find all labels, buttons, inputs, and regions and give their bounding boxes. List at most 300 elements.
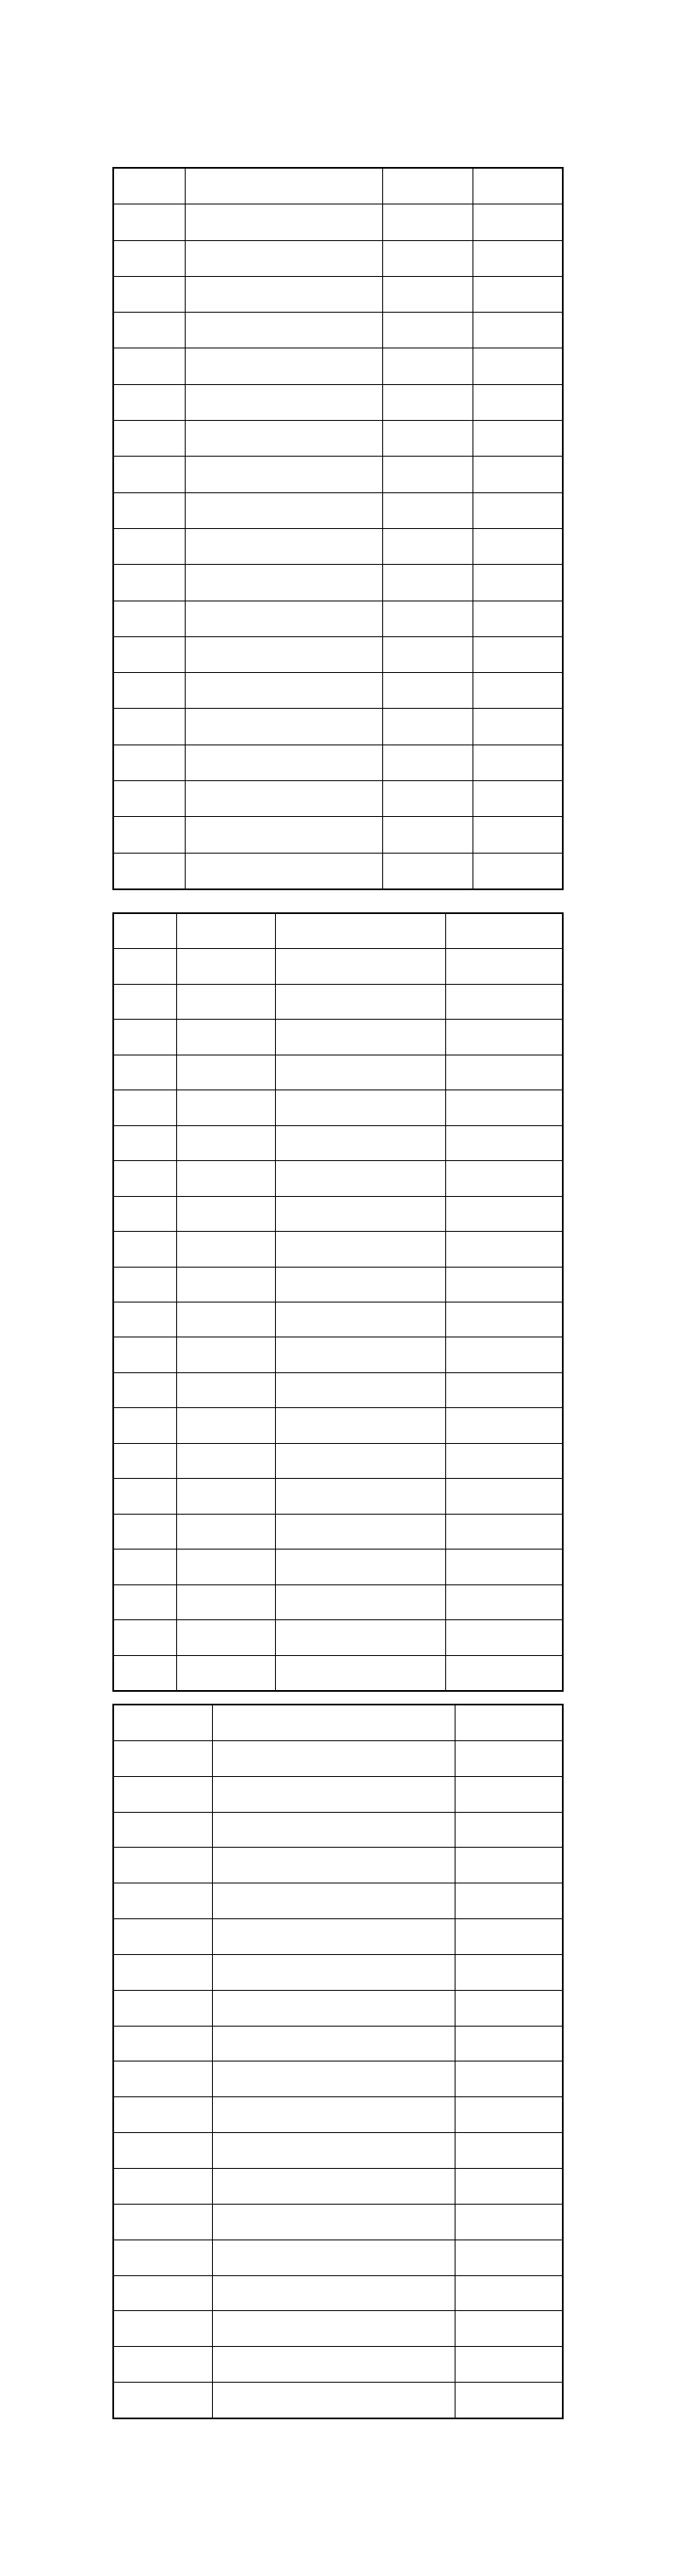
table-cell (176, 1090, 275, 1125)
table-cell (114, 1705, 213, 1741)
table-cell (445, 1479, 562, 1514)
table-cell (473, 781, 562, 817)
table-cell (212, 2347, 455, 2383)
table-row (114, 2347, 563, 2383)
table-row (114, 1408, 563, 1443)
table-cell (383, 673, 473, 709)
table-row (114, 2133, 563, 2169)
table-cell (455, 1776, 562, 1812)
table-cell (383, 240, 473, 276)
table-cell (275, 949, 445, 984)
table-cell (114, 2168, 213, 2204)
table-cell (114, 673, 186, 709)
table-cell (275, 1443, 445, 1478)
table-cell (176, 1408, 275, 1443)
table-cell (445, 1408, 562, 1443)
table-cell (186, 276, 383, 312)
performance-indicator-grid (113, 913, 563, 1691)
table-cell (455, 2383, 562, 2418)
table-cell (186, 817, 383, 853)
table-cell (275, 914, 445, 949)
table-row (114, 2168, 563, 2204)
table-cell (114, 1055, 177, 1090)
table-cell (176, 1302, 275, 1337)
table-cell (176, 1337, 275, 1372)
performance-indicator-body (114, 914, 563, 1691)
table-cell (383, 313, 473, 348)
review-opinion-body (114, 1705, 563, 2418)
table-cell (455, 2097, 562, 2133)
footnote (112, 2445, 564, 2462)
table-cell (186, 528, 383, 564)
table-cell (445, 1055, 562, 1090)
table-row (114, 1848, 563, 1883)
table-row (114, 1919, 563, 1955)
table-cell (212, 2133, 455, 2169)
table-cell (176, 1055, 275, 1090)
table-cell (383, 276, 473, 312)
table-cell (176, 1267, 275, 1302)
table-cell (445, 1584, 562, 1619)
table-cell (445, 1090, 562, 1125)
table-cell (114, 949, 177, 984)
table-row (114, 1705, 563, 1741)
table-cell (473, 853, 562, 888)
table-row (114, 2311, 563, 2347)
budget-summary-table (112, 167, 564, 890)
table-cell (114, 1620, 177, 1655)
table-cell (212, 1705, 455, 1741)
table-cell (383, 457, 473, 492)
table-cell (473, 817, 562, 853)
table-cell (275, 1161, 445, 1196)
table-cell (455, 2204, 562, 2240)
table-row (114, 1372, 563, 1407)
table-cell (445, 1443, 562, 1478)
table-cell (114, 1267, 177, 1302)
table-cell (186, 853, 383, 888)
table-cell (275, 1337, 445, 1372)
table-cell (114, 1776, 213, 1812)
table-cell (114, 2240, 213, 2275)
table-row (114, 1090, 563, 1125)
table-row (114, 348, 563, 384)
table-cell (114, 1125, 177, 1160)
table-cell (114, 1090, 177, 1125)
table-cell (383, 421, 473, 457)
table-cell (383, 204, 473, 240)
table-cell (383, 565, 473, 601)
table-cell (445, 1620, 562, 1655)
table-row (114, 984, 563, 1019)
table-row (114, 457, 563, 492)
table-cell (445, 949, 562, 984)
table-cell (455, 2275, 562, 2311)
table-row (114, 817, 563, 853)
table-row (114, 1161, 563, 1196)
table-cell (114, 421, 186, 457)
table-row (114, 2240, 563, 2275)
table-cell (383, 709, 473, 745)
table-cell (383, 384, 473, 420)
table-cell (383, 817, 473, 853)
table-cell (473, 745, 562, 780)
footnotes (112, 2445, 564, 2513)
table-cell (114, 565, 186, 601)
performance-indicator-table (112, 912, 564, 1692)
table-cell (473, 384, 562, 420)
table-cell (445, 1196, 562, 1231)
table-cell (186, 565, 383, 601)
table-cell (383, 853, 473, 888)
table-cell (445, 984, 562, 1019)
table-cell (176, 1196, 275, 1231)
table-row (114, 1125, 563, 1160)
table-cell (114, 1161, 177, 1196)
table-row (114, 1812, 563, 1848)
table-cell (445, 1125, 562, 1160)
table-cell (114, 1232, 177, 1267)
table-row (114, 169, 563, 204)
table-cell (473, 636, 562, 672)
table-cell (445, 1337, 562, 1372)
table-cell (114, 853, 186, 888)
table-cell (186, 601, 383, 636)
table-cell (114, 1584, 177, 1619)
table-cell (455, 1740, 562, 1776)
table-row (114, 1232, 563, 1267)
table-cell (114, 169, 186, 204)
table-cell (455, 2240, 562, 2275)
table-cell (212, 1954, 455, 1990)
table-row (114, 1196, 563, 1231)
table-cell (473, 457, 562, 492)
table-cell (212, 2383, 455, 2418)
table-cell (473, 169, 562, 204)
table-cell (114, 1020, 177, 1055)
table-cell (176, 1232, 275, 1267)
table-cell (473, 240, 562, 276)
table-cell (212, 2311, 455, 2347)
table-cell (176, 914, 275, 949)
table-row (114, 1620, 563, 1655)
table-cell (275, 1267, 445, 1302)
table-row (114, 2204, 563, 2240)
table-cell (186, 457, 383, 492)
table-cell (114, 817, 186, 853)
table-cell (176, 984, 275, 1019)
table-row (114, 1055, 563, 1090)
table-row (114, 1550, 563, 1584)
table-cell (114, 2275, 213, 2311)
table-row (114, 1020, 563, 1055)
table-cell (114, 2347, 213, 2383)
table-cell (114, 276, 186, 312)
table-row (114, 2026, 563, 2061)
table-cell (114, 1372, 177, 1407)
footnote (112, 2462, 564, 2479)
table-cell (445, 1655, 562, 1690)
table-cell (114, 1954, 213, 1990)
table-cell (186, 781, 383, 817)
table-cell (445, 1161, 562, 1196)
table-cell (186, 673, 383, 709)
table-row (114, 1655, 563, 1690)
table-cell (114, 2061, 213, 2097)
table-cell (114, 1655, 177, 1690)
table-cell (275, 1408, 445, 1443)
table-cell (455, 1954, 562, 1990)
table-cell (114, 348, 186, 384)
table-cell (473, 709, 562, 745)
table-cell (176, 1584, 275, 1619)
table-cell (473, 276, 562, 312)
table-cell (176, 1125, 275, 1160)
table-row (114, 1954, 563, 1990)
table-cell (114, 457, 186, 492)
table-row (114, 2097, 563, 2133)
table-cell (114, 2133, 213, 2169)
table-cell (114, 914, 177, 949)
table-cell (275, 1020, 445, 1055)
table-cell (212, 1812, 455, 1848)
table-row (114, 1337, 563, 1372)
table-cell (455, 1883, 562, 1919)
table-cell (114, 2311, 213, 2347)
table-cell (473, 348, 562, 384)
table-cell (473, 673, 562, 709)
table-cell (455, 2311, 562, 2347)
table-cell (275, 1479, 445, 1514)
table-row (114, 1584, 563, 1619)
table-cell (114, 781, 186, 817)
table-cell (186, 492, 383, 528)
table-row (114, 1514, 563, 1549)
table-cell (186, 204, 383, 240)
table-cell (275, 1232, 445, 1267)
table-row (114, 781, 563, 817)
table-cell (275, 1372, 445, 1407)
table-cell (114, 601, 186, 636)
table-row (114, 853, 563, 888)
table-cell (445, 1020, 562, 1055)
table-cell (186, 745, 383, 780)
table-cell (275, 1620, 445, 1655)
table-cell (212, 1776, 455, 1812)
table-cell (176, 1550, 275, 1584)
table-cell (445, 1372, 562, 1407)
table-cell (383, 601, 473, 636)
table-cell (275, 1090, 445, 1125)
table-cell (186, 240, 383, 276)
table-row (114, 1267, 563, 1302)
table-cell (473, 528, 562, 564)
table-cell (212, 2240, 455, 2275)
table-row (114, 1740, 563, 1776)
table-row (114, 1443, 563, 1478)
table-cell (114, 636, 186, 672)
table-cell (455, 1848, 562, 1883)
table-cell (114, 1443, 177, 1478)
table-cell (114, 1337, 177, 1372)
table-cell (114, 709, 186, 745)
form-title (0, 82, 676, 97)
table-cell (176, 1020, 275, 1055)
table-cell (186, 169, 383, 204)
table-cell (114, 1479, 177, 1514)
table-cell (383, 348, 473, 384)
table-cell (176, 1620, 275, 1655)
table-cell (176, 1479, 275, 1514)
table-cell (455, 2168, 562, 2204)
table-cell (114, 204, 186, 240)
table-row (114, 949, 563, 984)
table-cell (275, 1055, 445, 1090)
table-cell (114, 1196, 177, 1231)
table-cell (445, 1302, 562, 1337)
table-cell (212, 2061, 455, 2097)
table-row (114, 1883, 563, 1919)
table-cell (114, 1990, 213, 2026)
table-row (114, 601, 563, 636)
table-cell (455, 2347, 562, 2383)
table-cell (383, 745, 473, 780)
table-row (114, 528, 563, 564)
table-cell (186, 421, 383, 457)
table-row (114, 492, 563, 528)
table-row (114, 2061, 563, 2097)
table-cell (455, 2061, 562, 2097)
table-row (114, 276, 563, 312)
table-cell (186, 636, 383, 672)
table-cell (212, 2275, 455, 2311)
table-cell (176, 949, 275, 984)
department-line (112, 157, 564, 167)
table-cell (275, 1550, 445, 1584)
table-cell (455, 1705, 562, 1741)
table-cell (275, 1584, 445, 1619)
table-row (114, 709, 563, 745)
table-cell (114, 1550, 177, 1584)
table-cell (455, 1812, 562, 1848)
table-cell (114, 2026, 213, 2061)
table-cell (445, 1550, 562, 1584)
table-cell (212, 2168, 455, 2204)
table-cell (275, 1302, 445, 1337)
table-row (114, 1990, 563, 2026)
table-row (114, 384, 563, 420)
table-row (114, 1479, 563, 1514)
table-cell (473, 492, 562, 528)
table-cell (455, 2133, 562, 2169)
table-cell (383, 781, 473, 817)
table-cell (383, 636, 473, 672)
table-cell (114, 1883, 213, 1919)
table-cell (114, 1848, 213, 1883)
table-row (114, 565, 563, 601)
table-cell (114, 240, 186, 276)
table-cell (275, 1655, 445, 1690)
table-cell (186, 384, 383, 420)
table-cell (455, 1919, 562, 1955)
table-cell (176, 1514, 275, 1549)
table-cell (176, 1655, 275, 1690)
table-cell (114, 1408, 177, 1443)
table-cell (114, 2097, 213, 2133)
table-cell (473, 601, 562, 636)
table-cell (114, 2204, 213, 2240)
table-cell (114, 313, 186, 348)
table-cell (114, 1919, 213, 1955)
table-cell (114, 1740, 213, 1776)
table-cell (275, 1125, 445, 1160)
table-cell (114, 1812, 213, 1848)
table-cell (473, 204, 562, 240)
table-cell (176, 1372, 275, 1407)
table-cell (114, 745, 186, 780)
table-cell (114, 492, 186, 528)
table-cell (212, 1883, 455, 1919)
form-year (0, 124, 676, 135)
footnote (112, 2496, 564, 2513)
budget-summary-grid (113, 168, 563, 889)
budget-summary-body (114, 169, 563, 889)
table-cell (114, 1514, 177, 1549)
table-cell (114, 1302, 177, 1337)
table-cell (114, 528, 186, 564)
table-cell (383, 169, 473, 204)
table-row (114, 313, 563, 348)
table-cell (114, 984, 177, 1019)
table-cell (114, 2383, 213, 2418)
table-cell (186, 313, 383, 348)
table-cell (473, 565, 562, 601)
table-row (114, 421, 563, 457)
table-row (114, 2275, 563, 2311)
table-cell (383, 492, 473, 528)
table-cell (186, 709, 383, 745)
table-cell (455, 1990, 562, 2026)
table-row (114, 745, 563, 780)
table-cell (212, 1919, 455, 1955)
table-row (114, 914, 563, 949)
table-cell (445, 1514, 562, 1549)
table-row (114, 673, 563, 709)
table-cell (114, 384, 186, 420)
table-cell (473, 313, 562, 348)
table-cell (176, 1443, 275, 1478)
table-cell (275, 1196, 445, 1231)
table-cell (212, 1848, 455, 1883)
table-row (114, 636, 563, 672)
table-cell (212, 1990, 455, 2026)
table-cell (445, 914, 562, 949)
table-cell (445, 1232, 562, 1267)
table-row (114, 2383, 563, 2418)
table-cell (275, 984, 445, 1019)
footnote (112, 2479, 564, 2496)
table-cell (176, 1161, 275, 1196)
table-cell (473, 421, 562, 457)
table-row (114, 204, 563, 240)
table-cell (186, 348, 383, 384)
table-cell (212, 2097, 455, 2133)
table-cell (212, 2204, 455, 2240)
table-row (114, 240, 563, 276)
review-opinion-grid (113, 1705, 563, 2418)
table-cell (445, 1267, 562, 1302)
table-cell (275, 1514, 445, 1549)
